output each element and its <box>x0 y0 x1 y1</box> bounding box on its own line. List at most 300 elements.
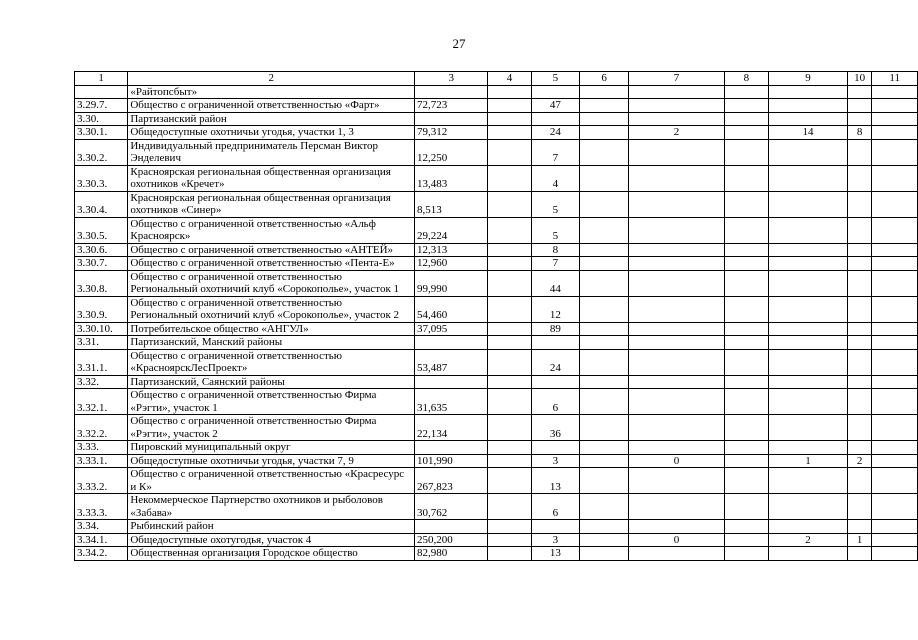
table-row <box>75 454 918 468</box>
empty-cell <box>724 126 768 140</box>
empty-cell <box>580 520 629 534</box>
row-name-cell: Рыбинский район <box>128 520 415 534</box>
empty-cell <box>580 139 629 165</box>
header-cell: 6 <box>580 72 629 86</box>
empty-cell <box>488 389 531 415</box>
header-cell: 2 <box>128 72 415 86</box>
row-name-cell: Общественная организация Городское общество <box>128 547 415 561</box>
row-name-cell: Потребительское общество «АНГУЛ» <box>128 322 415 336</box>
empty-cell <box>580 217 629 243</box>
empty-cell <box>488 375 531 389</box>
value-cell-c9 <box>769 85 848 99</box>
empty-cell <box>724 217 768 243</box>
value-cell-c5: 7 <box>531 139 579 165</box>
row-name-cell: Общество с ограниченной ответственностью «КрасноярскЛесПроект» <box>128 349 415 375</box>
value-cell-c3: 82,980 <box>415 547 488 561</box>
value-cell-c9 <box>769 349 848 375</box>
empty-cell <box>872 126 918 140</box>
row-number-cell: 3.33.2. <box>75 468 128 494</box>
value-cell-c9 <box>769 322 848 336</box>
empty-cell <box>580 112 629 126</box>
value-cell-c3 <box>415 520 488 534</box>
value-cell-c5: 13 <box>531 547 579 561</box>
table-row <box>75 217 918 243</box>
empty-cell <box>724 547 768 561</box>
value-cell-c10 <box>847 165 872 191</box>
empty-cell <box>488 112 531 126</box>
row-number-cell: 3.33.3. <box>75 494 128 520</box>
empty-cell <box>580 99 629 113</box>
value-cell-c10 <box>847 375 872 389</box>
value-cell-c9 <box>769 547 848 561</box>
empty-cell <box>724 191 768 217</box>
table-row <box>75 139 918 165</box>
empty-cell <box>872 415 918 441</box>
row-number-cell: 3.32. <box>75 375 128 389</box>
row-name-cell: Общество с ограниченной ответственностью «Красресурс и К» <box>128 468 415 494</box>
value-cell-c5: 24 <box>531 126 579 140</box>
value-cell-c5 <box>531 85 579 99</box>
value-cell-c7: 2 <box>629 126 725 140</box>
empty-cell <box>872 520 918 534</box>
empty-cell <box>580 468 629 494</box>
row-name-cell: Некоммерческое Партнерство охотников и рыболовов «Забава» <box>128 494 415 520</box>
value-cell-c3: 22,134 <box>415 415 488 441</box>
row-number-cell: 3.30.7. <box>75 257 128 271</box>
value-cell-c10 <box>847 139 872 165</box>
empty-cell <box>488 270 531 296</box>
value-cell-c10 <box>847 270 872 296</box>
value-cell-c10 <box>847 547 872 561</box>
value-cell-c3: 72,723 <box>415 99 488 113</box>
value-cell-c9 <box>769 243 848 257</box>
empty-cell <box>872 139 918 165</box>
value-cell-c5: 13 <box>531 468 579 494</box>
empty-cell <box>580 533 629 547</box>
empty-cell <box>580 336 629 350</box>
value-cell-c7 <box>629 112 725 126</box>
value-cell-c5 <box>531 112 579 126</box>
row-name-cell: Красноярская региональная общественная организация охотников «Кречет» <box>128 165 415 191</box>
empty-cell <box>580 441 629 455</box>
empty-cell <box>724 85 768 99</box>
value-cell-c7 <box>629 270 725 296</box>
empty-cell <box>580 547 629 561</box>
empty-cell <box>872 257 918 271</box>
row-name-cell: Партизанский район <box>128 112 415 126</box>
value-cell-c7 <box>629 165 725 191</box>
empty-cell <box>580 389 629 415</box>
empty-cell <box>872 322 918 336</box>
value-cell-c10 <box>847 296 872 322</box>
row-name-cell: Партизанский, Саянский районы <box>128 375 415 389</box>
empty-cell <box>488 494 531 520</box>
value-cell-c5: 8 <box>531 243 579 257</box>
table-row <box>75 441 918 455</box>
value-cell-c3: 8,513 <box>415 191 488 217</box>
value-cell-c5: 24 <box>531 349 579 375</box>
row-name-cell: Пировский муниципальный округ <box>128 441 415 455</box>
value-cell-c7 <box>629 349 725 375</box>
empty-cell <box>580 257 629 271</box>
row-name-cell: Красноярская региональная общественная организация охотников «Синер» <box>128 191 415 217</box>
table-row <box>75 389 918 415</box>
value-cell-c7 <box>629 389 725 415</box>
empty-cell <box>488 99 531 113</box>
value-cell-c10 <box>847 415 872 441</box>
row-number-cell: 3.30.1. <box>75 126 128 140</box>
empty-cell <box>872 336 918 350</box>
empty-cell <box>724 270 768 296</box>
empty-cell <box>580 191 629 217</box>
empty-cell <box>872 296 918 322</box>
table-row <box>75 375 918 389</box>
value-cell-c9 <box>769 520 848 534</box>
empty-cell <box>872 165 918 191</box>
value-cell-c10 <box>847 520 872 534</box>
empty-cell <box>488 296 531 322</box>
value-cell-c10 <box>847 336 872 350</box>
value-cell-c10 <box>847 389 872 415</box>
empty-cell <box>580 270 629 296</box>
value-cell-c10 <box>847 243 872 257</box>
value-cell-c5 <box>531 520 579 534</box>
empty-cell <box>724 165 768 191</box>
empty-cell <box>580 375 629 389</box>
value-cell-c9 <box>769 415 848 441</box>
value-cell-c10 <box>847 112 872 126</box>
row-number-cell: 3.30.6. <box>75 243 128 257</box>
value-cell-c7 <box>629 520 725 534</box>
empty-cell <box>724 375 768 389</box>
table-row <box>75 468 918 494</box>
page-number: 27 <box>452 36 466 51</box>
value-cell-c3 <box>415 85 488 99</box>
empty-cell <box>724 139 768 165</box>
row-name-cell: Общество с ограниченной ответственностью «АНТЕЙ» <box>128 243 415 257</box>
row-name-cell: Общедоступные охотугодья, участок 4 <box>128 533 415 547</box>
value-cell-c10: 2 <box>847 454 872 468</box>
empty-cell <box>488 165 531 191</box>
value-cell-c3: 53,487 <box>415 349 488 375</box>
row-name-cell: Общедоступные охотничьи угодья, участки 7, 9 <box>128 454 415 468</box>
table-row <box>75 520 918 534</box>
table-row <box>75 243 918 257</box>
empty-cell <box>872 85 918 99</box>
value-cell-c3 <box>415 441 488 455</box>
data-table <box>74 71 918 561</box>
value-cell-c7 <box>629 191 725 217</box>
value-cell-c3: 31,635 <box>415 389 488 415</box>
value-cell-c3: 12,313 <box>415 243 488 257</box>
value-cell-c5: 5 <box>531 191 579 217</box>
value-cell-c7 <box>629 139 725 165</box>
empty-cell <box>872 441 918 455</box>
row-number-cell: 3.32.2. <box>75 415 128 441</box>
value-cell-c10 <box>847 217 872 243</box>
empty-cell <box>872 99 918 113</box>
value-cell-c7 <box>629 375 725 389</box>
empty-cell <box>724 99 768 113</box>
table-row <box>75 296 918 322</box>
empty-cell <box>488 126 531 140</box>
value-cell-c9 <box>769 375 848 389</box>
value-cell-c10 <box>847 349 872 375</box>
value-cell-c9 <box>769 389 848 415</box>
empty-cell <box>580 415 629 441</box>
value-cell-c7 <box>629 322 725 336</box>
value-cell-c7 <box>629 217 725 243</box>
value-cell-c7 <box>629 243 725 257</box>
empty-cell <box>872 468 918 494</box>
value-cell-c3: 250,200 <box>415 533 488 547</box>
value-cell-c10 <box>847 494 872 520</box>
empty-cell <box>580 494 629 520</box>
empty-cell <box>724 112 768 126</box>
row-name-cell: Общество с ограниченной ответственностью «Пента-Е» <box>128 257 415 271</box>
row-number-cell: 3.33.1. <box>75 454 128 468</box>
value-cell-c10 <box>847 468 872 494</box>
value-cell-c9: 2 <box>769 533 848 547</box>
value-cell-c9 <box>769 468 848 494</box>
value-cell-c10 <box>847 99 872 113</box>
empty-cell <box>580 243 629 257</box>
value-cell-c9 <box>769 217 848 243</box>
value-cell-c5 <box>531 375 579 389</box>
value-cell-c7 <box>629 441 725 455</box>
value-cell-c7 <box>629 468 725 494</box>
row-number-cell: 3.32.1. <box>75 389 128 415</box>
value-cell-c9 <box>769 336 848 350</box>
empty-cell <box>488 322 531 336</box>
empty-cell <box>872 270 918 296</box>
value-cell-c3 <box>415 375 488 389</box>
header-cell: 9 <box>769 72 848 86</box>
empty-cell <box>488 217 531 243</box>
empty-cell <box>580 126 629 140</box>
value-cell-c9 <box>769 296 848 322</box>
empty-cell <box>872 454 918 468</box>
value-cell-c10 <box>847 191 872 217</box>
row-name-cell: Общество с ограниченной ответственностью Региональный охотничий клуб «Сорокополье», участок 2 <box>128 296 415 322</box>
empty-cell <box>580 322 629 336</box>
value-cell-c5: 6 <box>531 494 579 520</box>
value-cell-c3: 99,990 <box>415 270 488 296</box>
value-cell-c9 <box>769 270 848 296</box>
value-cell-c5: 7 <box>531 257 579 271</box>
value-cell-c5: 4 <box>531 165 579 191</box>
row-name-cell: Общество с ограниченной ответственностью Фирма «Рэгти», участок 2 <box>128 415 415 441</box>
value-cell-c7 <box>629 494 725 520</box>
value-cell-c7 <box>629 85 725 99</box>
empty-cell <box>724 468 768 494</box>
empty-cell <box>488 468 531 494</box>
row-number-cell: 3.30.4. <box>75 191 128 217</box>
value-cell-c3: 37,095 <box>415 322 488 336</box>
row-number-cell: 3.34. <box>75 520 128 534</box>
value-cell-c5 <box>531 336 579 350</box>
empty-cell <box>724 454 768 468</box>
row-name-cell: Индивидуальный предприниматель Персман Виктор Энделевич <box>128 139 415 165</box>
header-cell: 5 <box>531 72 579 86</box>
empty-cell <box>872 191 918 217</box>
value-cell-c5: 6 <box>531 389 579 415</box>
row-number-cell <box>75 85 128 99</box>
empty-cell <box>488 349 531 375</box>
header-cell: 7 <box>629 72 725 86</box>
value-cell-c9 <box>769 494 848 520</box>
empty-cell <box>488 441 531 455</box>
empty-cell <box>872 243 918 257</box>
table-row <box>75 85 918 99</box>
empty-cell <box>488 336 531 350</box>
table-row <box>75 494 918 520</box>
value-cell-c3: 13,483 <box>415 165 488 191</box>
table-row <box>75 257 918 271</box>
row-name-cell: Общество с ограниченной ответственностью Фирма «Рэгти», участок 1 <box>128 389 415 415</box>
value-cell-c3: 29,224 <box>415 217 488 243</box>
row-number-cell: 3.30.10. <box>75 322 128 336</box>
value-cell-c9 <box>769 191 848 217</box>
value-cell-c9: 14 <box>769 126 848 140</box>
value-cell-c5: 3 <box>531 454 579 468</box>
empty-cell <box>724 389 768 415</box>
value-cell-c9 <box>769 99 848 113</box>
table-row <box>75 112 918 126</box>
row-name-cell: Партизанский, Манский районы <box>128 336 415 350</box>
table-row <box>75 165 918 191</box>
value-cell-c3: 267,823 <box>415 468 488 494</box>
empty-cell <box>724 494 768 520</box>
table-row <box>75 415 918 441</box>
empty-cell <box>488 454 531 468</box>
table-row <box>75 99 918 113</box>
value-cell-c3: 101,990 <box>415 454 488 468</box>
value-cell-c5: 12 <box>531 296 579 322</box>
value-cell-c5: 36 <box>531 415 579 441</box>
row-number-cell: 3.33. <box>75 441 128 455</box>
row-name-cell: Общество с ограниченной ответственностью «Альф Красноярск» <box>128 217 415 243</box>
table-row <box>75 547 918 561</box>
value-cell-c9 <box>769 139 848 165</box>
empty-cell <box>488 139 531 165</box>
value-cell-c5: 44 <box>531 270 579 296</box>
row-name-cell: Общедоступные охотничьи угодья, участки 1, 3 <box>128 126 415 140</box>
value-cell-c9 <box>769 112 848 126</box>
table-row <box>75 270 918 296</box>
value-cell-c7 <box>629 547 725 561</box>
row-name-cell: Общество с ограниченной ответственностью Региональный охотничий клуб «Сорокополье», участок 1 <box>128 270 415 296</box>
empty-cell <box>724 322 768 336</box>
empty-cell <box>488 520 531 534</box>
empty-cell <box>580 296 629 322</box>
empty-cell <box>488 533 531 547</box>
empty-cell <box>872 547 918 561</box>
empty-cell <box>872 533 918 547</box>
table-header-row <box>75 72 918 86</box>
value-cell-c9 <box>769 257 848 271</box>
row-number-cell: 3.30.2. <box>75 139 128 165</box>
row-number-cell: 3.30. <box>75 112 128 126</box>
header-cell: 11 <box>872 72 918 86</box>
value-cell-c3 <box>415 336 488 350</box>
empty-cell <box>580 349 629 375</box>
value-cell-c10: 1 <box>847 533 872 547</box>
value-cell-c7: 0 <box>629 533 725 547</box>
empty-cell <box>724 441 768 455</box>
empty-cell <box>724 415 768 441</box>
row-number-cell: 3.30.9. <box>75 296 128 322</box>
row-number-cell: 3.31.1. <box>75 349 128 375</box>
table-row <box>75 533 918 547</box>
value-cell-c3: 79,312 <box>415 126 488 140</box>
value-cell-c3 <box>415 112 488 126</box>
value-cell-c9 <box>769 441 848 455</box>
value-cell-c7 <box>629 336 725 350</box>
row-number-cell: 3.34.1. <box>75 533 128 547</box>
empty-cell <box>580 165 629 191</box>
empty-cell <box>488 85 531 99</box>
value-cell-c5: 47 <box>531 99 579 113</box>
empty-cell <box>580 454 629 468</box>
value-cell-c10 <box>847 257 872 271</box>
empty-cell <box>724 349 768 375</box>
empty-cell <box>724 336 768 350</box>
header-cell: 1 <box>75 72 128 86</box>
empty-cell <box>724 520 768 534</box>
value-cell-c10 <box>847 441 872 455</box>
empty-cell <box>872 375 918 389</box>
value-cell-c3: 12,960 <box>415 257 488 271</box>
value-cell-c7 <box>629 257 725 271</box>
value-cell-c5: 3 <box>531 533 579 547</box>
value-cell-c5: 89 <box>531 322 579 336</box>
value-cell-c3: 12,250 <box>415 139 488 165</box>
value-cell-c10 <box>847 322 872 336</box>
row-number-cell: 3.30.8. <box>75 270 128 296</box>
value-cell-c5 <box>531 441 579 455</box>
header-cell: 10 <box>847 72 872 86</box>
empty-cell <box>872 494 918 520</box>
value-cell-c7 <box>629 296 725 322</box>
empty-cell <box>488 191 531 217</box>
value-cell-c5: 5 <box>531 217 579 243</box>
empty-cell <box>724 533 768 547</box>
empty-cell <box>724 243 768 257</box>
value-cell-c10 <box>847 85 872 99</box>
value-cell-c3: 54,460 <box>415 296 488 322</box>
empty-cell <box>724 296 768 322</box>
empty-cell <box>872 217 918 243</box>
empty-cell <box>724 257 768 271</box>
row-number-cell: 3.34.2. <box>75 547 128 561</box>
row-number-cell: 3.29.7. <box>75 99 128 113</box>
row-name-cell: «Райтопсбыт» <box>128 85 415 99</box>
header-cell: 8 <box>724 72 768 86</box>
value-cell-c7 <box>629 415 725 441</box>
row-number-cell: 3.30.5. <box>75 217 128 243</box>
table-row <box>75 126 918 140</box>
empty-cell <box>488 243 531 257</box>
row-name-cell: Общество с ограниченной ответственностью «Фарт» <box>128 99 415 113</box>
empty-cell <box>872 349 918 375</box>
table-row <box>75 191 918 217</box>
row-number-cell: 3.31. <box>75 336 128 350</box>
value-cell-c7: 0 <box>629 454 725 468</box>
table-row <box>75 322 918 336</box>
value-cell-c3: 30,762 <box>415 494 488 520</box>
empty-cell <box>488 257 531 271</box>
